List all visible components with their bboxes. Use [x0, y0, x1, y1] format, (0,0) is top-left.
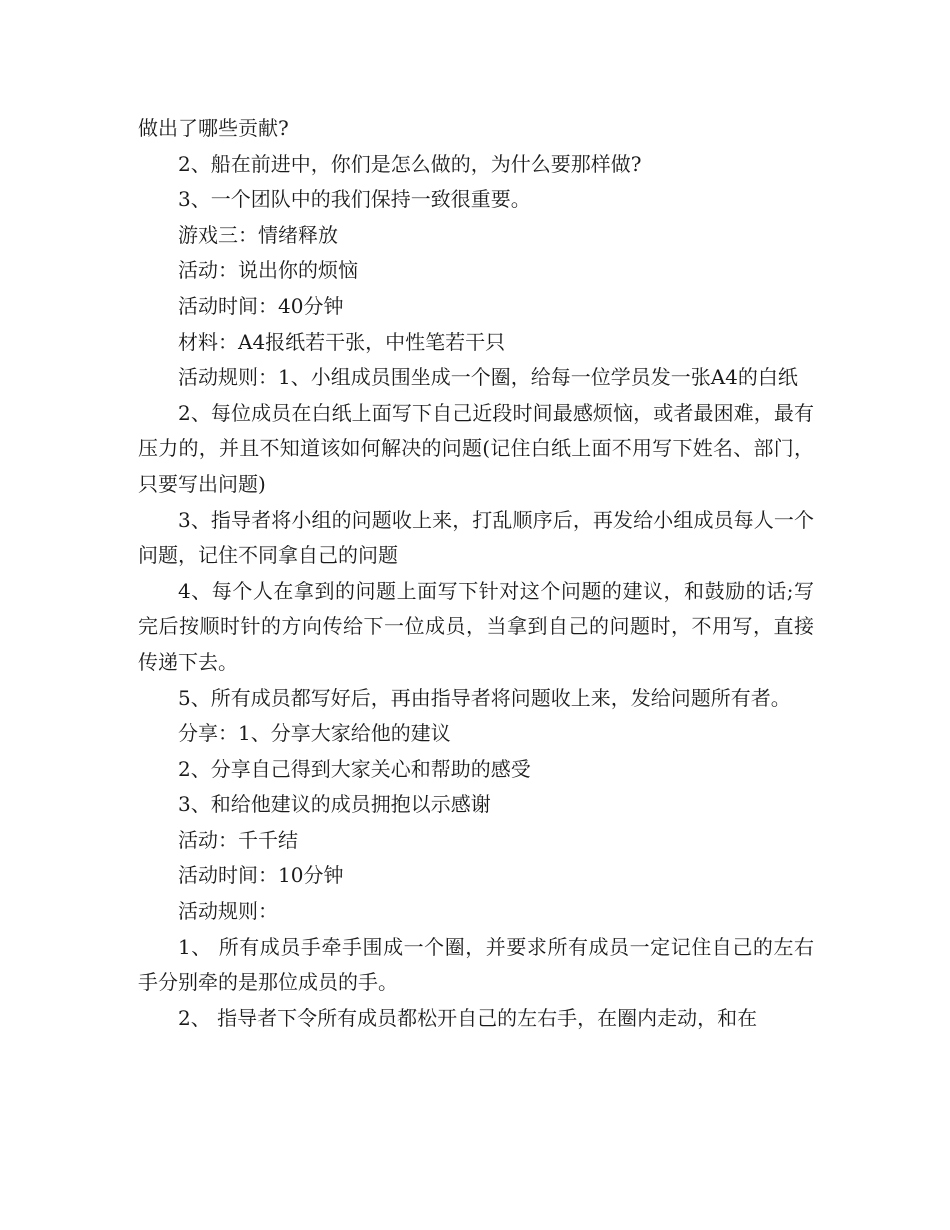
paragraph: 活动规则： — [178, 899, 278, 924]
paragraph: 2、分享自己得到大家关心和帮助的感受 — [178, 756, 531, 781]
document-body — [138, 111, 814, 1036]
paragraph: 做出了哪些贡献? — [138, 116, 289, 140]
paragraph: 2、 指导者下令所有成员都松开自己的左右手，在圈内走动，和在 — [178, 1005, 758, 1030]
paragraph: 材料：A4报纸若干张，中性笔若干只 — [178, 329, 506, 354]
paragraph: 5、所有成员都写好后，再由指导者将问题收上来，发给问题所有者。 — [178, 685, 791, 710]
paragraph: 活动规则：1、小组成员围坐成一个圈，给每一位学员发一张A4的白纸 — [178, 365, 798, 390]
paragraph: 4、每个人在拿到的问题上面写下针对这个问题的建议，和鼓励的话;写完后按顺时针的方向传给下一位成员，当拿到自己的问题时，不用写，直接传递下去。 — [138, 578, 814, 674]
paragraph: 活动：说出你的烦恼 — [178, 258, 358, 283]
paragraph: 2、每位成员在白纸上面写下自己近段时间最感烦恼，或者最困难，最有压力的，并且不知道该如何解决的问题(记住白纸上面不用写下姓名、部门，只要写出问题) — [138, 400, 814, 496]
paragraph: 3、一个团队中的我们保持一致很重要。 — [178, 187, 531, 212]
paragraph: 分享：1、分享大家给他的建议 — [178, 721, 451, 746]
paragraph: 活动时间：40分钟 — [178, 293, 344, 318]
paragraph: 活动：千千结 — [178, 827, 298, 852]
paragraph: 3、和给他建议的成员拥抱以示感谢 — [178, 792, 491, 817]
paragraph: 3、指导者将小组的问题收上来，打乱顺序后，再发给小组成员每人一个问题，记住不同拿自己的问题 — [138, 507, 814, 568]
paragraph: 2、船在前进中，你们是怎么做的，为什么要那样做? — [178, 151, 642, 176]
paragraph: 1、 所有成员手牵手围成一个圈，并要求所有成员一定记住自己的左右手分别牵的是那位成员的手。 — [138, 934, 814, 995]
paragraph: 活动时间：10分钟 — [178, 863, 344, 888]
section-heading: 游戏三：情绪释放 — [178, 222, 338, 247]
